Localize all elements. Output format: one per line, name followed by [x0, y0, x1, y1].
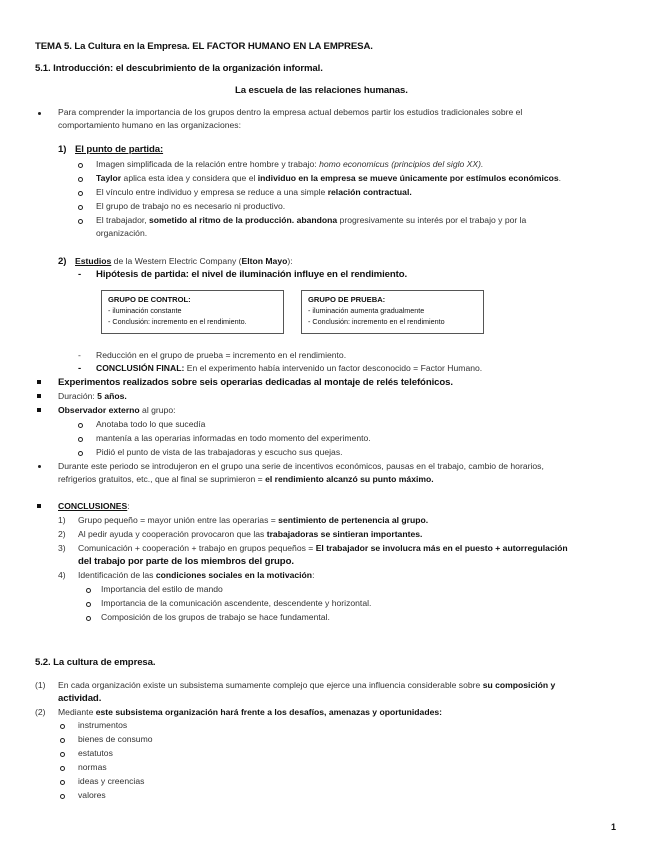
conclusion-num: 1): [58, 515, 66, 525]
punto-item-2: Taylor aplica esta idea y considera que el individuo en la empresa se mueve únicamente por estímulos económicos.: [96, 173, 562, 183]
conclusion-2: Al pedir ayuda y cooperación provocaron que las trabajadoras se sintieran importantes.: [78, 529, 423, 539]
conclusion-num: 3): [58, 543, 66, 553]
list-item: estatutos: [78, 748, 113, 758]
conclusion-sub: Importancia de la comunicación ascendente, descendente y horizontal.: [101, 598, 372, 608]
prueba-line-1: - iluminación aumenta gradualmente: [308, 306, 425, 315]
page-number: 1: [611, 822, 617, 832]
square-bullet: [37, 394, 41, 398]
section-5-2-heading: 5.2. La cultura de empresa.: [35, 657, 156, 668]
circle-bullet: [78, 423, 83, 428]
circle-bullet: [78, 163, 83, 168]
list-item: ideas y creencias: [78, 776, 145, 786]
conclusion-sub: Composición de los grupos de trabajo se hace fundamental.: [101, 612, 330, 622]
paragraph-2: Mediante este subsistema organización hará frente a los desafíos, amenazas y oportunidades:: [58, 707, 442, 717]
dash: -: [78, 350, 81, 360]
circle-bullet: [78, 191, 83, 196]
paragraph-num: (2): [35, 707, 46, 717]
conclusion-1: Grupo pequeño = mayor unión entre las operarias = sentimiento de pertenencia al grupo.: [78, 515, 429, 525]
circle-bullet: [60, 780, 65, 785]
conclusion-3: Comunicación + cooperación + trabajo en grupos pequeños = El trabajador se involucra más en el puesto + autorregulación: [78, 543, 568, 553]
circle-bullet: [78, 177, 83, 182]
punto-item-3: El vínculo entre individuo y empresa se reduce a una simple relación contractual.: [96, 187, 412, 197]
section-5-1-heading: 5.1. Introducción: el descubrimiento de la organización informal.: [35, 63, 323, 74]
paragraph-1: En cada organización existe un subsistema sumamente complejo que ejerce una influencia considerable sobre su composición y: [58, 680, 556, 690]
test-group-box: [301, 290, 484, 334]
dash: -: [78, 269, 82, 280]
prueba-title: GRUPO DE PRUEBA:: [308, 295, 386, 304]
bullet-dot: [38, 465, 41, 468]
circle-bullet: [78, 437, 83, 442]
dash: -: [78, 363, 82, 374]
experimentos: Experimentos realizados sobre seis operarias dedicadas al montaje de relés telefónicos.: [58, 377, 453, 388]
punto-item-5: El trabajador, sometido al ritmo de la producción. abandona progresivamente su interés por el trabajo y por la: [96, 215, 527, 225]
list-item: normas: [78, 762, 107, 772]
obs-item: Anotaba todo lo que sucedía: [96, 419, 206, 429]
conclusion-4: Identificación de las condiciones sociales en la motivación:: [78, 570, 315, 580]
circle-bullet: [78, 451, 83, 456]
conclusion-sub: Importancia del estilo de mando: [101, 584, 223, 594]
observador: Observador externo al grupo:: [58, 405, 176, 415]
document-title: TEMA 5. La Cultura en la Empresa. EL FACTOR HUMANO EN LA EMPRESA.: [35, 41, 373, 52]
list-item: bienes de consumo: [78, 734, 153, 744]
punto-num: 1): [58, 144, 67, 155]
punto-item-4: El grupo de trabajo no es necesario ni productivo.: [96, 201, 286, 211]
list-item: instrumentos: [78, 720, 128, 730]
circle-bullet: [86, 602, 91, 607]
paragraph-1-cont: actividad.: [58, 693, 102, 704]
circle-bullet: [60, 794, 65, 799]
circle-bullet: [60, 766, 65, 771]
control-title: GRUPO DE CONTROL:: [108, 295, 191, 304]
durante-line-1: Durante este periodo se introdujeron en el grupo una serie de incentivos económicos, pausas en el trabajo, cambio de horarios,: [58, 461, 544, 471]
punto-item-5-cont: organización.: [96, 228, 148, 238]
estudios-num: 2): [58, 256, 67, 267]
paragraph-num: (1): [35, 680, 46, 690]
list-item: valores: [78, 790, 106, 800]
circle-bullet: [78, 205, 83, 210]
conclusion-3-cont: del trabajo por parte de los miembros del grupo.: [78, 556, 294, 567]
circle-bullet: [60, 752, 65, 757]
square-bullet: [37, 380, 41, 384]
subheading: La escuela de las relaciones humanas.: [235, 85, 408, 96]
punto-label: El punto de partida:: [75, 144, 164, 155]
durante-line-2: refrigerios gratuitos, etc., que al final se suprimieron = el rendimiento alcanzó su punto máximo.: [58, 474, 434, 484]
control-line-1: - iluminación constante: [108, 306, 182, 315]
hipotesis: Hipótesis de partida: el nivel de iluminación influye en el rendimiento.: [96, 269, 408, 280]
intro-line-1: Para comprender la importancia de los grupos dentro la empresa actual debemos partir los estudios tradicionales sobre el: [58, 107, 523, 117]
control-line-2: - Conclusión: incremento en el rendimiento.: [108, 317, 247, 326]
prueba-line-2: - Conclusión: incremento en el rendimiento: [308, 317, 445, 326]
reduccion: Reducción en el grupo de prueba = incremento en el rendimiento.: [96, 350, 347, 360]
punto-item-1: Imagen simplificada de la relación entre hombre y trabajo: homo economicus (principios del siglo XX).: [96, 159, 484, 169]
square-bullet: [37, 504, 41, 508]
duracion: Duración: 5 años.: [58, 391, 127, 401]
square-bullet: [37, 408, 41, 412]
circle-bullet: [86, 588, 91, 593]
bullet-dot: [38, 112, 41, 115]
conclusion-num: 2): [58, 529, 66, 539]
obs-item: Pidió el punto de vista de las trabajadoras y escucho sus quejas.: [96, 447, 343, 457]
obs-item: mantenía a las operarias informadas en todo momento del experimento.: [96, 433, 371, 443]
circle-bullet: [60, 724, 65, 729]
conclusion-final: CONCLUSIÓN FINAL: En el experimento había intervenido un factor desconocido = Factor Humano.: [96, 363, 483, 373]
conclusiones-heading: CONCLUSIONES:: [58, 501, 130, 511]
circle-bullet: [86, 616, 91, 621]
intro-line-2: comportamiento humano en las organizaciones:: [58, 120, 241, 130]
estudios-line: Estudios de la Western Electric Company (Elton Mayo):: [75, 256, 293, 266]
circle-bullet: [60, 738, 65, 743]
conclusion-num: 4): [58, 570, 66, 580]
control-group-box: [101, 290, 284, 334]
circle-bullet: [78, 219, 83, 224]
